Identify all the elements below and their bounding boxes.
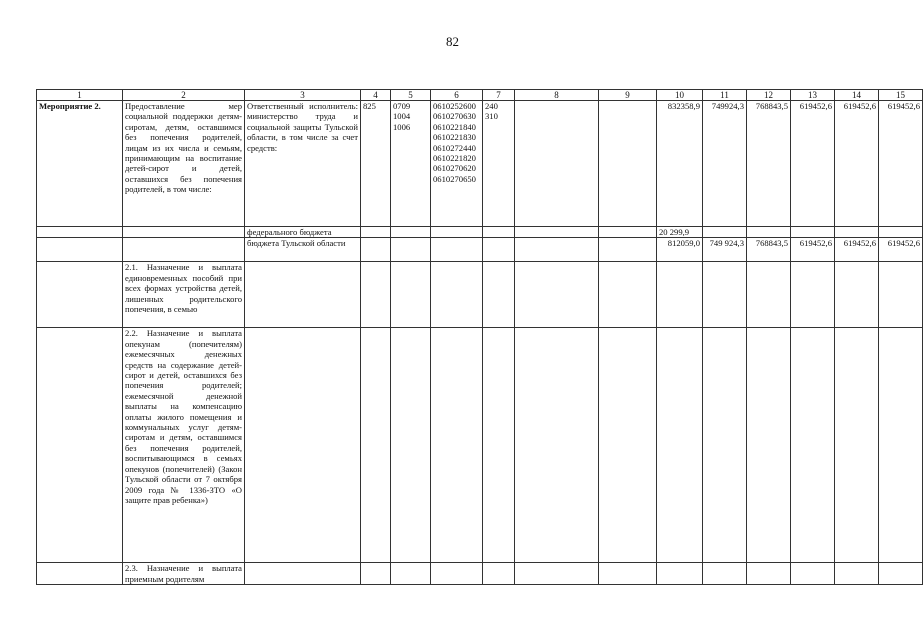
empty-cell — [599, 328, 657, 563]
empty-cell — [879, 328, 923, 563]
value-col11: 749924,3 — [703, 101, 747, 227]
sub-measure-description: 2.2. Назначение и выплата опекунам (попечителям) ежемесячных денежных средств на содержание детей-сирот и детей, оставшихся без попечения родителей; ежемесячной денежной выплаты на компенсацию оплаты жилого помещения и коммунальных услуг детям-сиротам и детям, оставшимся без попечения родителей, воспитывающимся в семьях опекунов (попечителей) (Закон Тульской области от 7 октября 2009 года № 1336-ЗТО «О защите прав ребенка») — [123, 328, 245, 563]
federal-budget-row — [37, 227, 923, 238]
ministry-code: 825 — [361, 101, 391, 227]
empty-cell — [245, 328, 361, 563]
header-cell: 1 — [37, 90, 123, 101]
empty-cell — [791, 563, 835, 585]
empty-cell — [703, 227, 747, 238]
value-col13: 619452,6 — [791, 101, 835, 227]
empty-cell — [747, 563, 791, 585]
empty-cell — [879, 227, 923, 238]
value-col12: 768843,5 — [747, 101, 791, 227]
empty-cell — [431, 238, 483, 262]
measure-label: Мероприятие 2. — [37, 101, 123, 227]
header-cell: 15 — [879, 90, 923, 101]
sub-measure-row — [37, 262, 923, 328]
empty-cell — [657, 563, 703, 585]
empty-cell — [37, 238, 123, 262]
value-col14: 619452,6 — [835, 101, 879, 227]
empty-cell — [879, 563, 923, 585]
empty-cell — [515, 101, 599, 227]
header-cell: 9 — [599, 90, 657, 101]
value-col15: 619452,6 — [879, 238, 923, 262]
header-cell: 3 — [245, 90, 361, 101]
sub-measure-row — [37, 563, 923, 585]
empty-cell — [37, 262, 123, 328]
header-cell: 12 — [747, 90, 791, 101]
section-codes: 0709 1004 1006 — [391, 101, 431, 227]
empty-cell — [123, 227, 245, 238]
empty-cell — [657, 328, 703, 563]
empty-cell — [37, 328, 123, 563]
empty-cell — [361, 238, 391, 262]
empty-cell — [599, 262, 657, 328]
value-col10: 20 299,9 — [657, 227, 703, 238]
empty-cell — [791, 227, 835, 238]
header-cell: 10 — [657, 90, 703, 101]
empty-cell — [361, 262, 391, 328]
value-col12: 768843,5 — [747, 238, 791, 262]
header-cell: 2 — [123, 90, 245, 101]
target-codes: 0610252600 0610270630 0610221840 0610221830 0610272440 0610221820 0610270620 0610270650 — [431, 101, 483, 227]
empty-cell — [515, 328, 599, 563]
empty-cell — [483, 328, 515, 563]
header-cell: 6 — [431, 90, 483, 101]
empty-cell — [657, 262, 703, 328]
measure-description: Предоставление мер социальной поддержки детям-сиротам, детям, оставшимся без попечения родителей, лицам из их числа и семьям, принимающим на воспитание детей-сирот и детей, оставшихся без попечения родителей, в том числе: — [123, 101, 245, 227]
empty-cell — [483, 227, 515, 238]
empty-cell — [599, 101, 657, 227]
header-cell: 8 — [515, 90, 599, 101]
empty-cell — [483, 262, 515, 328]
header-cell: 14 — [835, 90, 879, 101]
empty-cell — [747, 262, 791, 328]
empty-cell — [599, 563, 657, 585]
responsible-executor: Ответственный исполнитель: министерство труда и социальной защиты Тульской области, в том числе за счет средств: — [245, 101, 361, 227]
sub-measure-description: 2.3. Назначение и выплата приемным родителям — [123, 563, 245, 585]
header-cell: 5 — [391, 90, 431, 101]
page-number: 82 — [446, 34, 459, 49]
empty-cell — [391, 227, 431, 238]
empty-cell — [703, 262, 747, 328]
empty-cell — [703, 328, 747, 563]
empty-cell — [245, 563, 361, 585]
empty-cell — [515, 262, 599, 328]
sub-measure-row — [37, 328, 923, 563]
header-cell: 4 — [361, 90, 391, 101]
empty-cell — [515, 227, 599, 238]
empty-cell — [431, 328, 483, 563]
header-row — [37, 90, 923, 101]
empty-cell — [835, 563, 879, 585]
empty-cell — [361, 328, 391, 563]
empty-cell — [431, 262, 483, 328]
empty-cell — [879, 262, 923, 328]
value-col10: 812059,0 — [657, 238, 703, 262]
header-cell: 13 — [791, 90, 835, 101]
empty-cell — [361, 227, 391, 238]
empty-cell — [515, 238, 599, 262]
value-col14: 619452,6 — [835, 238, 879, 262]
regional-budget-row — [37, 238, 923, 262]
empty-cell — [391, 262, 431, 328]
empty-cell — [791, 328, 835, 563]
empty-cell — [391, 328, 431, 563]
funding-source: федерального бюджета — [245, 227, 361, 238]
empty-cell — [747, 328, 791, 563]
empty-cell — [791, 262, 835, 328]
header-cell: 11 — [703, 90, 747, 101]
empty-cell — [835, 227, 879, 238]
header-cell: 7 — [483, 90, 515, 101]
value-col15: 619452,6 — [879, 101, 923, 227]
value-col11: 749 924,3 — [703, 238, 747, 262]
main-row — [37, 101, 923, 227]
funding-source: бюджета Тульской области — [245, 238, 361, 262]
empty-cell — [431, 563, 483, 585]
empty-cell — [483, 563, 515, 585]
empty-cell — [123, 238, 245, 262]
empty-cell — [245, 262, 361, 328]
expense-type-codes: 240 310 — [483, 101, 515, 227]
empty-cell — [747, 227, 791, 238]
empty-cell — [703, 563, 747, 585]
empty-cell — [599, 227, 657, 238]
empty-cell — [37, 227, 123, 238]
empty-cell — [515, 563, 599, 585]
empty-cell — [835, 328, 879, 563]
empty-cell — [483, 238, 515, 262]
empty-cell — [431, 227, 483, 238]
value-col10: 832358,9 — [657, 101, 703, 227]
empty-cell — [391, 238, 431, 262]
budget-table — [36, 89, 923, 585]
empty-cell — [361, 563, 391, 585]
value-col13: 619452,6 — [791, 238, 835, 262]
sub-measure-description: 2.1. Назначение и выплата единовременных пособий при всех формах устройства детей, лишенных родительского попечения, в семью — [123, 262, 245, 328]
empty-cell — [37, 563, 123, 585]
empty-cell — [599, 238, 657, 262]
empty-cell — [835, 262, 879, 328]
empty-cell — [391, 563, 431, 585]
